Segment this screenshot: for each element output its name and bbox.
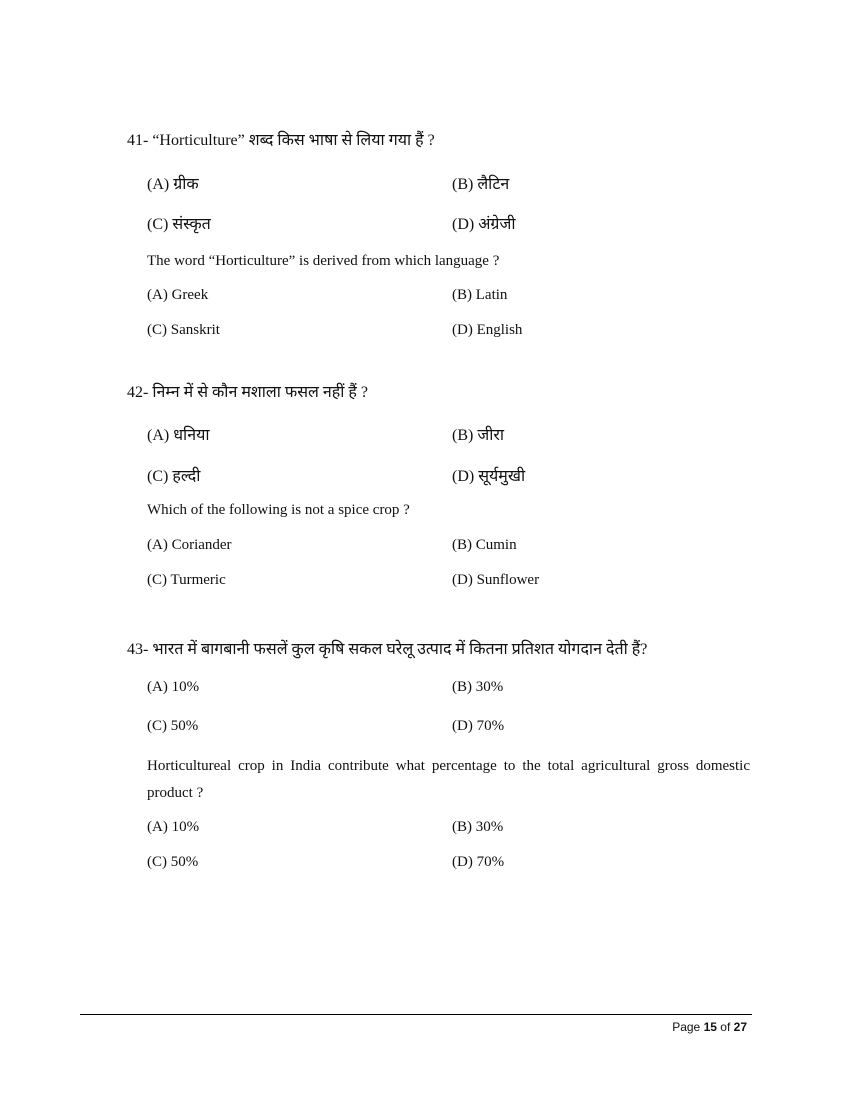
q42-english-option-d: (D) Sunflower <box>452 572 540 588</box>
q42-english-option-b: (B) Cumin <box>452 537 517 553</box>
q43-english-option-a: (A) 10% <box>147 819 200 835</box>
q42-hindi-option-a: (A) धनिया <box>147 427 210 444</box>
question-43-english: Horticultureal crop in India contribute what percentage to the total agricultural gross domestic product ? <box>147 758 750 801</box>
q41-english-option-d: (D) English <box>452 322 523 338</box>
of-label: of <box>720 1020 731 1034</box>
q41-english-option-b: (B) Latin <box>452 287 508 303</box>
q41-hindi-option-b: (B) लैटिन <box>452 176 510 193</box>
q41-english-option-a: (A) Greek <box>147 287 209 303</box>
question-41-english: The word “Horticulture” is derived from which language ? <box>147 253 500 269</box>
footer-divider <box>80 1014 752 1015</box>
page-number <box>672 1020 747 1034</box>
q41-hindi-option-d: (D) अंग्रेजी <box>452 216 516 233</box>
q43-hindi-option-b: (B) 30% <box>452 679 504 695</box>
q43-english-option-c: (C) 50% <box>147 854 199 870</box>
current-page-number: 15 <box>703 1020 717 1034</box>
question-43-hindi: 43- भारत में बागबानी फसलें कुल कृषि सकल घरेलू उत्पाद में कितना प्रतिशत योगदान देती हैं? <box>127 641 648 658</box>
q42-hindi-option-c: (C) हल्दी <box>147 468 201 485</box>
q43-english-option-b: (B) 30% <box>452 819 504 835</box>
total-pages-number: 27 <box>733 1020 747 1034</box>
question-42-english: Which of the following is not a spice crop ? <box>147 502 410 518</box>
q42-hindi-option-d: (D) सूर्यमुखी <box>452 468 526 485</box>
q43-english-option-d: (D) 70% <box>452 854 505 870</box>
question-42-hindi: 42- निम्न में से कौन मशाला फसल नहीं हैं ? <box>127 384 369 401</box>
q43-hindi-option-a: (A) 10% <box>147 679 200 695</box>
q43-hindi-option-c: (C) 50% <box>147 718 199 734</box>
q42-english-option-c: (C) Turmeric <box>147 572 226 588</box>
q41-hindi-option-c: (C) संस्कृत <box>147 216 211 233</box>
q41-english-option-c: (C) Sanskrit <box>147 322 220 338</box>
q42-english-option-a: (A) Coriander <box>147 537 232 553</box>
q42-hindi-option-b: (B) जीरा <box>452 427 505 444</box>
question-41-hindi: 41- “Horticulture” शब्द किस भाषा से लिया गया हैं ? <box>127 132 435 149</box>
page-label: Page <box>672 1020 701 1034</box>
q43-hindi-option-d: (D) 70% <box>452 718 505 734</box>
q41-hindi-option-a: (A) ग्रीक <box>147 176 199 193</box>
